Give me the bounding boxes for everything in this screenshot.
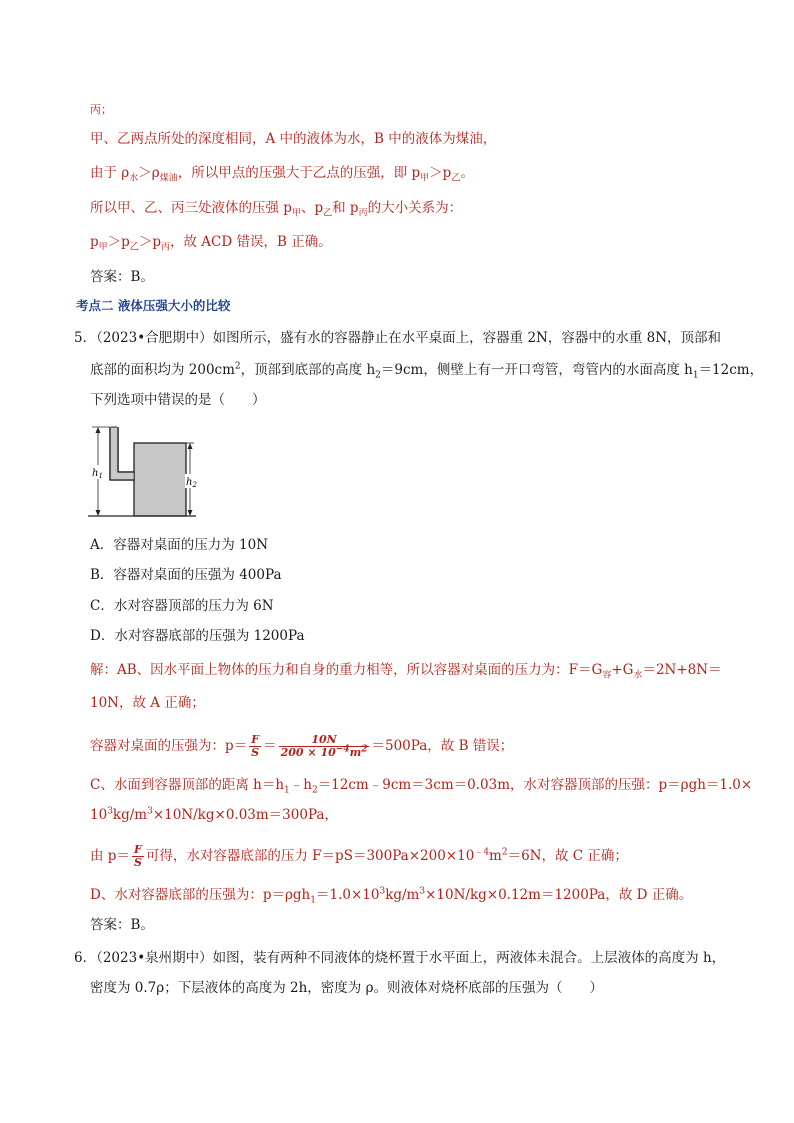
q5-option-c: C．水对容器顶部的压力为 6N xyxy=(90,598,274,614)
prev-answer: 答案：B。 xyxy=(90,269,154,285)
tube-water-horizontal xyxy=(111,473,134,480)
q5-solution-line-6: 由 p＝ $\frac{F}{S}$ 可得，水对容器底部的压力 $F=pS=300Pa\times 200\times 10^{﹣4}m^2=6N$，故 C 正确； xyxy=(90,843,628,869)
tube-water-vertical xyxy=(111,427,118,479)
q5-solution-line-3: 容器对桌面的压强为：p＝ $\frac{F}{S}$ ＝ $\frac{10N}{200 \times 10^{-4}m^2}$ ＝500Pa，故 B 错误； xyxy=(90,733,514,759)
q6-stem-line-1: 6．（2023•泉州期中）如图，装有两种不同液体的烧杯置于水平面上，两液体未混合。上层液体的高度为 h， xyxy=(74,950,726,966)
q5-option-d: D．水对容器底部的压强为 1200Pa xyxy=(90,628,305,644)
q5-solution-line-5: $10^3kg/m^3\times 10N/kg\times 0.03m=300Pa$， xyxy=(90,806,338,823)
prev-line-2: 甲、乙两点所处的深度相同，A 中的液体为水，B 中的液体为煤油， xyxy=(90,131,497,147)
water-body xyxy=(134,443,186,516)
section-heading: 考点二 液体压强大小的比较 xyxy=(76,298,231,313)
q5-stem-line-3: 下列选项中错误的是（ ） xyxy=(90,392,266,408)
q5-stem-line-2: 底部的面积均为 $200cm^2$，顶部到底部的高度 $h_2=9cm$，侧壁上有一开口弯管，弯管内的水面高度 $h_1=12cm$， xyxy=(90,361,764,381)
prev-line-4: 所以甲、乙、丙三处液体的压强 $p_甲$、$p_乙$和 $p_丙$的大小关系为： xyxy=(90,200,463,219)
prev-line-1: 丙； xyxy=(90,103,112,116)
q5-stem-line-1: 5．（2023•合肥期中）如图所示，盛有水的容器静止在水平桌面上，容器重 2N，容器中的水重 8N，顶部和 xyxy=(74,330,722,346)
h2-label: $h_2$ xyxy=(186,477,197,489)
q5-solution-line-4: C、水面到容器顶部的距离 $h=h_1﹣h_2=12cm﹣9cm=3cm=0.03m$，水对容器顶部的压强：p＝ρgh＝1.0× xyxy=(90,777,753,796)
q5-answer: 答案：B。 xyxy=(90,917,154,933)
q5-container-figure xyxy=(86,421,198,521)
q5-solution-line-1: 解：AB、因水平面上物体的压力和自身的重力相等，所以容器对桌面的压力为：$F=G_容+G_水=2N+8N=$ xyxy=(90,662,722,681)
q6-stem-line-2: 密度为 0.7ρ；下层液体的高度为 2h，密度为 ρ。则液体对烧杯底部的压强为（ ） xyxy=(90,980,603,996)
prev-line-5: $p_甲>p_乙>p_丙$，故 ACD 错误，B 正确。 xyxy=(90,234,332,253)
q5-solution-line-2: 10N，故 A 正确； xyxy=(90,695,205,711)
prev-line-3: 由于 $\rho_水>\rho_{煤油}$，所以甲点的压强大于乙点的压强，即 $p_甲>p_乙$。 xyxy=(90,165,474,184)
q5-option-b: B．容器对桌面的压强为 400Pa xyxy=(90,567,282,583)
q5-option-a: A．容器对桌面的压力为 10N xyxy=(90,537,269,553)
q5-solution-line-7: D、水对容器底部的压强为：$p=\rho gh_1=1.0\times 10^3kg/m^3\times 10N/kg\times 0.12m=1200Pa$，故 D 正确。 xyxy=(90,886,693,906)
h1-label: $h_1$ xyxy=(92,468,103,480)
